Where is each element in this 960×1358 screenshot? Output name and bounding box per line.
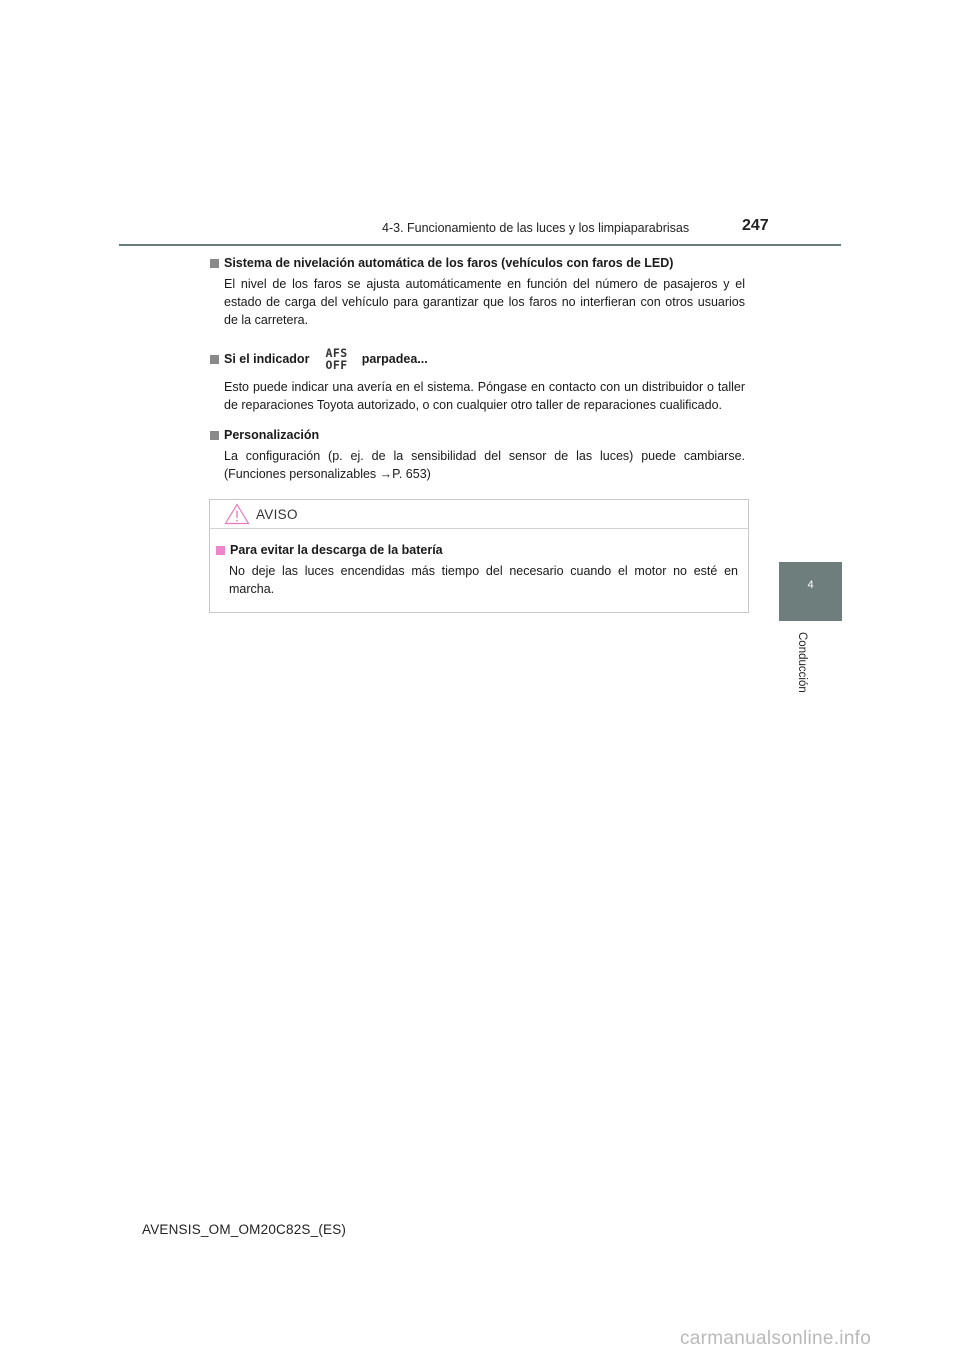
- header-rule: [119, 244, 841, 246]
- afs-icon-line1: AFS: [325, 346, 348, 360]
- afs-off-indicator-icon: [325, 345, 347, 373]
- section-afs-indicator: [210, 345, 745, 414]
- section-body: Esto puede indicar una avería en el sistema. Póngase en contacto con un distribuidor o taller de reparaciones Toyota autorizado, o con cualquier otro taller de reparaciones cualificado.: [224, 380, 745, 412]
- header-section-title: 4-3. Funcionamiento de las luces y los limpiaparabrisas: [382, 221, 690, 235]
- warning-content: [210, 529, 748, 598]
- document-code: AVENSIS_OM_OM20C82S_(ES): [142, 1222, 347, 1237]
- section-heading: [210, 345, 745, 373]
- chapter-label: Conducción: [796, 632, 808, 693]
- square-bullet-icon: [216, 546, 225, 555]
- section-personalization: [210, 426, 745, 483]
- warning-title: AVISO: [256, 506, 298, 522]
- page-number: 247: [742, 217, 769, 234]
- chapter-number: 4: [807, 579, 814, 591]
- warning-header: [210, 500, 748, 529]
- section-heading: [210, 254, 745, 272]
- section-body: La configuración (p. ej. de la sensibilidad del sensor de las luces) puede cambiarse. (Funciones personalizables →P. 653): [224, 449, 745, 481]
- section-leveling: [210, 254, 745, 329]
- warning-triangle-icon: [224, 503, 250, 525]
- square-bullet-icon: [210, 259, 219, 268]
- square-bullet-icon: [210, 431, 219, 440]
- page-content: [210, 254, 745, 495]
- afs-icon-line2: OFF: [325, 358, 348, 372]
- warning-box: [209, 499, 749, 613]
- warning-body: No deje las luces encendidas más tiempo del necesario cuando el motor no esté en marcha.: [229, 564, 738, 596]
- section-body: El nivel de los faros se ajusta automáticamente en función del número de pasajeros y el estado de carga del vehículo para garantizar que los faros no interfieran con otros usuarios de la carretera.: [224, 277, 745, 327]
- warning-subheading-text: Para evitar la descarga de la batería: [230, 543, 443, 557]
- section-heading: [210, 426, 745, 444]
- section-heading-text: Sistema de nivelación automática de los faros (vehículos con faros de LED): [224, 256, 674, 270]
- watermark: carmanualsonline.info: [680, 1328, 872, 1349]
- warning-subheading: [216, 541, 738, 559]
- section-heading-text-after: parpadea...: [361, 352, 428, 366]
- section-heading-text-before: Si el indicador: [224, 352, 310, 366]
- chapter-tab[interactable]: [779, 562, 842, 621]
- square-bullet-icon: [210, 355, 219, 364]
- section-heading-text: Personalización: [224, 428, 320, 442]
